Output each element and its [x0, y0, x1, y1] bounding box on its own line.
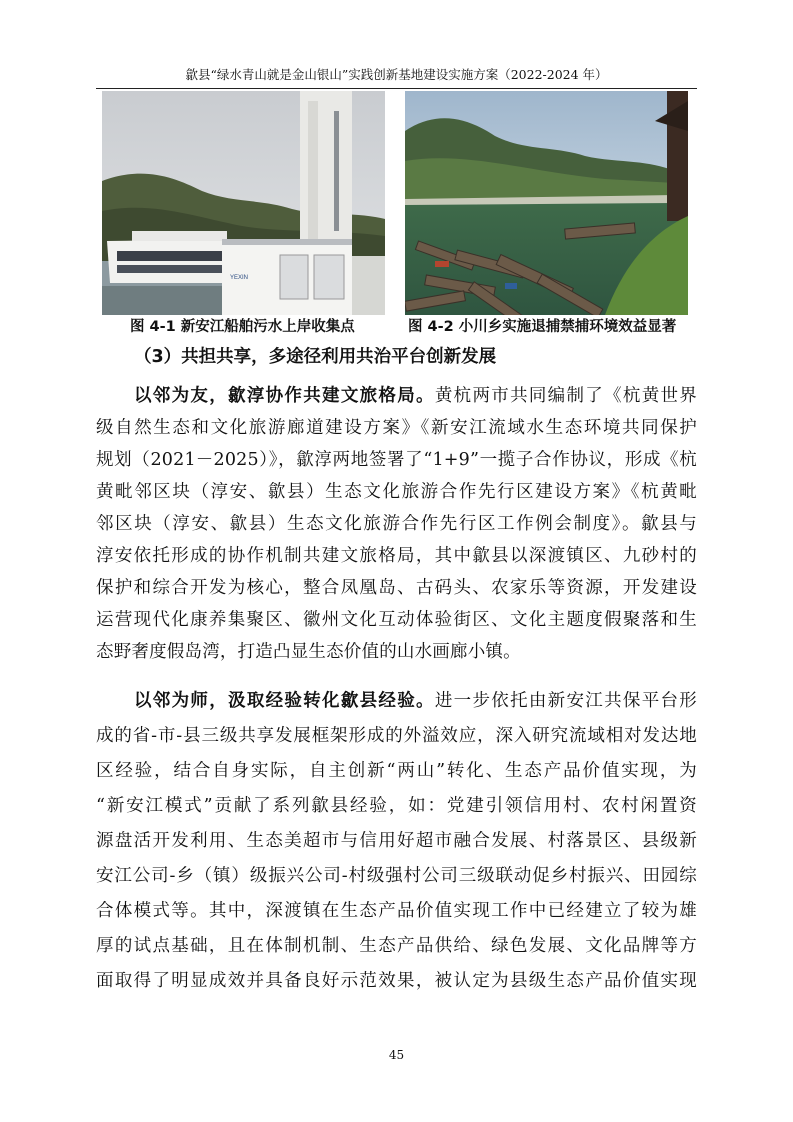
paragraph-line: 运营现代化康养集聚区、徽州文化互动体验街区、文化主题度假聚落和生	[96, 610, 697, 630]
paragraph-line: 保护和综合开发为核心，整合凤凰岛、古码头、农家乐等资源，开发建设	[96, 578, 697, 598]
paragraph-line: 级自然生态和文化旅游廊道建设方案》《新安江流域水生态环境共同保护	[96, 418, 697, 438]
paragraph-line: 淳安依托形成的协作机制共建文旅格局，其中歙县以深渡镇区、九砂村的	[96, 546, 697, 566]
figure-4-2-caption: 图 4-2 小川乡实施退捕禁捕环境效益显著	[408, 319, 677, 335]
figure-4-2-photo	[405, 91, 688, 315]
paragraph-line: 区经验，结合自身实际，自主创新“两山”转化、生态产品价值实现，为	[96, 761, 697, 781]
paragraph-lead: 以邻为师，汲取经验转化歙县经验。	[134, 691, 435, 711]
figure-4-1-photo	[102, 91, 385, 315]
figure-4-1-caption: 图 4-1 新安江船舶污水上岸收集点	[130, 319, 355, 335]
paragraph-line: 规划（2021－2025）》，歙淳两地签署了“1+9”一揽子合作协议，形成《杭	[96, 450, 697, 470]
paragraph-line: 源盘活开发利用、生态美超市与信用好超市融合发展、村落景区、县级新	[96, 831, 697, 851]
paragraph-line: 安江公司-乡（镇）级振兴公司-村级强村公司三级联动促乡村振兴、田园综	[96, 866, 697, 886]
paragraph-text: 黄杭两市共同编制了《杭黄世界	[434, 386, 697, 406]
paragraph-line: 黄毗邻区块（淳安、歙县）生态文化旅游合作先行区建设方案》《杭黄毗	[96, 482, 697, 502]
paragraph-line: 态野奢度假岛湾，打造凸显生态价值的山水画廊小镇。	[96, 642, 521, 662]
station-sign-text: YEXIN	[230, 275, 249, 281]
page-number: 45	[388, 1048, 405, 1062]
paragraph-line: 面取得了明显成效并具备良好示范效果，被认定为县级生态产品价值实现	[96, 971, 697, 991]
paragraph-line	[134, 384, 697, 408]
paragraph-text: 进一步依托由新安江共保平台形	[434, 691, 697, 711]
paragraph-line: 邻区块（淳安、歙县）生态文化旅游合作先行区工作例会制度》。歙县与	[96, 514, 697, 534]
paragraph-line: 合体模式等。其中，深渡镇在生态产品价值实现工作中已经建立了较为雄	[96, 901, 697, 921]
paragraph-line	[134, 689, 697, 713]
paragraph-line: 成的省-市-县三级共享发展框架形成的外溢效应，深入研究流域相对发达地	[96, 726, 697, 746]
section-heading: （3）共担共享，多途径利用共治平台创新发展	[134, 347, 497, 367]
running-header: 歙县“绿水青山就是金山银山”实践创新基地建设实施方案（2022-2024 年）	[96, 66, 697, 89]
paragraph-line: “新安江模式”贡献了系列歙县经验，如：党建引领信用村、农村闲置资	[96, 796, 697, 816]
paragraph-line: 厚的试点基础，且在体制机制、生态产品供给、绿色发展、文化品牌等方	[96, 936, 697, 956]
paragraph-lead: 以邻为友，歙淳协作共建文旅格局。	[134, 386, 435, 406]
